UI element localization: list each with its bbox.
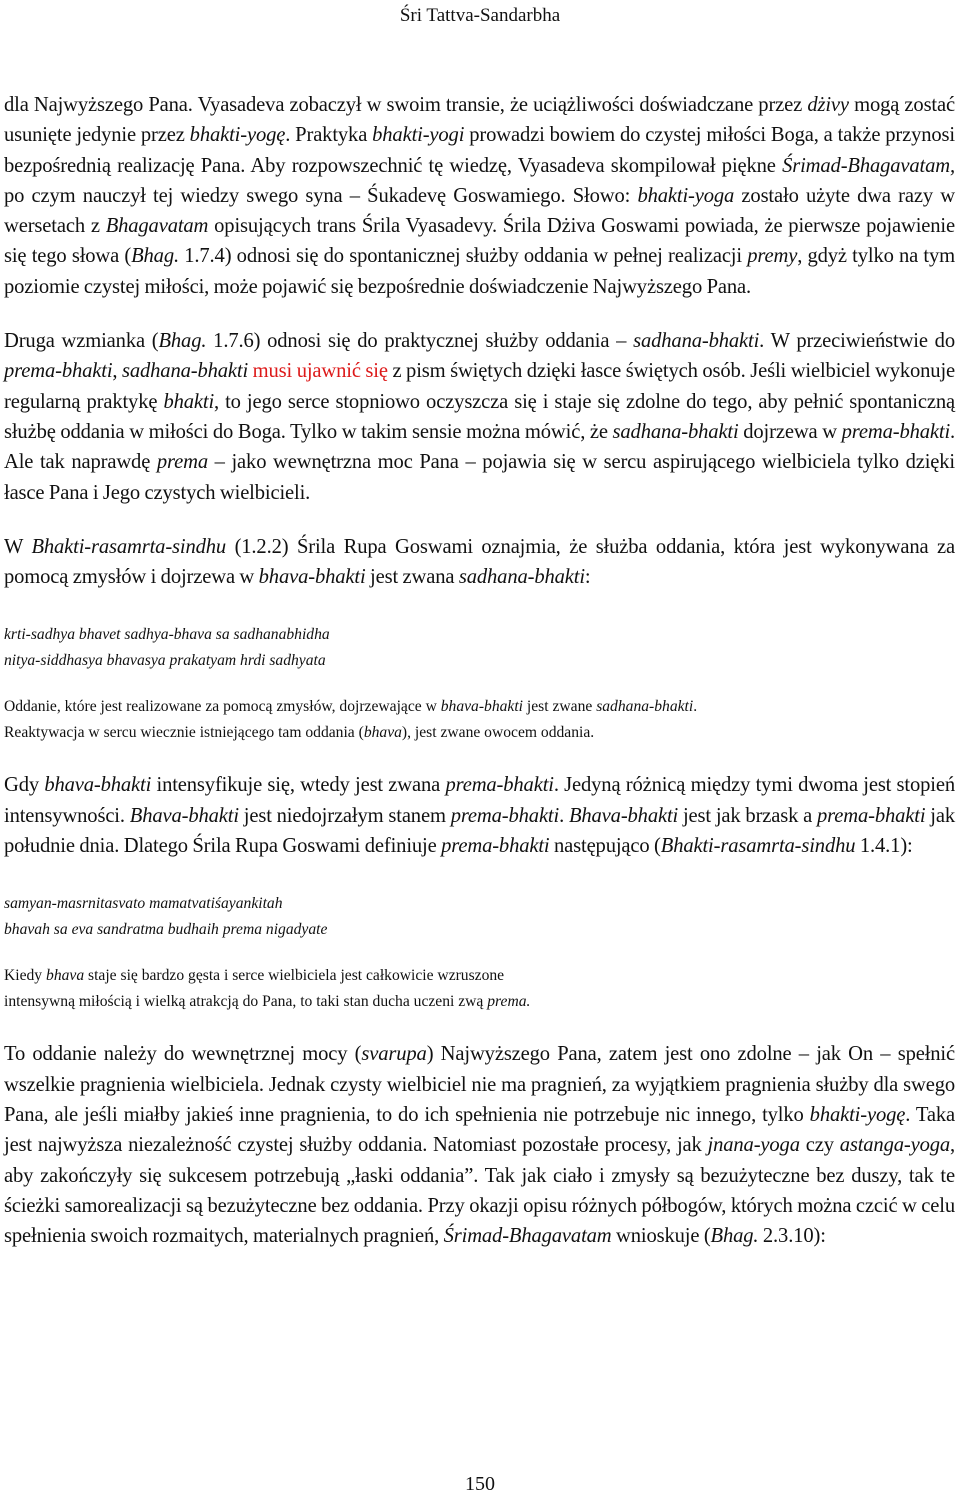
paragraph-2: Druga wzmianka (Bhag. 1.7.6) odnosi się do praktycznej służby oddania – sadhana-bhakti. W przeciwieństwie do prema-bhakti, sadhana-bhakti musi ujawnić się z pism świętych dzięki łasce świętych osób. Jeśli wielbiciel wykonuje regularną praktykę bhakti, to jego serce stopniowo oczyszcza się i staje się zdolne do tego, aby pełnić spontaniczną służbę oddania w miłości do Boga. Tylko w takim sensie można mówić, że sadhana-bhakti dojrzewa w prema-bhakti. Ale tak naprawdę prema – jako wewnętrzna moc Pana – pojawia się w sercu aspirującego wielbiciela tylko dzięki łasce Pana i Jego czystych wielbicieli. (4, 330, 956, 504)
translation-2: Kiedy bhava staje się bardzo gęsta i serce wielbiciela jest całkowicie wzruszone intensywną miłością i wielką atrakcją do Pana, to taki stan ducha uczeni zwą prema. (4, 967, 531, 1011)
running-header: Śri Tattva-Sandarbha (399, 5, 561, 26)
verse-line: nitya-siddhasya bhavasya prakatyam hrdi sadhyata (4, 652, 326, 670)
verse-line: samyan-masrnitasvato mamatvatiśayankitah (4, 895, 283, 913)
page-body (4, 90, 955, 1251)
verse-1 (4, 622, 955, 674)
highlighted-phrase: musi ujawnić się (252, 360, 388, 383)
verse-line: bhavah sa eva sandratma budhaih prema nigadyate (4, 921, 328, 939)
page-number: 150 (465, 1473, 495, 1495)
paragraph-1: dla Najwyższego Pana. Vyasadeva zobaczył w swoim transie, że uciążliwości doświadczane przez dżivy mogą zostać usunięte jedynie przez bhakti-yogę. Praktyka bhakti-yogi prowadzi bowiem do czystej miłości Boga, a także przynosi bezpośrednią realizację Pana. Aby rozpowszechnić tę wiedzę, Vyasadeva skompilował piękne Śrimad-Bhagavatam, po czym nauczył tej wiedzy swego syna – Śukadevę Goswamiego. Słowo: bhakti-yoga zostało użyte dwa razy w wersetach z Bhagavatam opisujących trans Śrila Vyasadevy. Śrila Dżiva Goswami powiada, że pierwsze pojawienie się tego słowa (Bhag. 1.7.4) odnosi się do spontanicznej służby oddania w pełnej realizacji premy, gdyż tylko na tym poziomie czystej miłości, może pojawić się bezpośrednie doświadczenie Najwyższego Pana. (4, 94, 956, 298)
paragraph-5: To oddanie należy do wewnętrznej mocy (svarupa) Najwyższego Pana, zatem jest ono zdolne – jak On – spełnić wszelkie pragnienia wielbiciela. Jednak czysty wielbiciel nie ma pragnień, za wyjątkiem pragnienia służby dla swego Pana, ale jeśli miałby jakieś inne pragnienia, to do ich spełnienia nie potrzebuje nic innego, tylko bhakti-yogę. Taka jest najwyższa niezależność czystej służby oddania. Natomiast pozostałe procesy, jak jnana-yoga czy astanga-yoga, aby zakończyły się sukcesem potrzebują „łaski oddania”. Tak jak ciało i zmysły są bezużyteczne bez duszy, tak te ścieżki samorealizacji są bezużyteczne bez oddania. Przy okazji opisu różnych półbogów, których można czcić w celu spełnienia swoich rozmaitych, materialnych pragnień, Śrimad-Bhagavatam wnioskuje (Bhag. 2.3.10): (4, 1043, 956, 1248)
verse-2 (4, 891, 955, 943)
verse-line: krti-sadhya bhavet sadhya-bhava sa sadhanabhidha (4, 626, 330, 644)
paragraph-3: W Bhakti-rasamrta-sindhu (1.2.2) Śrila Rupa Goswami oznajmia, że służba oddania, która jest wykonywana za pomocą zmysłów i dojrzewa w bhava-bhakti jest zwana sadhana-bhakti: (4, 535, 955, 589)
paragraph-4: Gdy bhava-bhakti intensyfikuje się, wtedy jest zwana prema-bhakti. Jedyną różnicą między tymi dwoma jest stopień intensywności. Bhava-bhakti jest niedojrzałym stanem prema-bhakti. Bhava-bhakti jest jak brzask a prema-bhakti jak południe dnia. Dlatego Śrila Rupa Goswami definiuje prema-bhakti następująco (Bhakti-rasamrta-sindhu 1.4.1): (4, 774, 955, 858)
translation-1: Oddanie, które jest realizowane za pomocą zmysłów, dojrzewające w bhava-bhakti jest zwane sadhana-bhakti. Reaktywacja w sercu wiecznie istniejącego tam oddania (bhava), jest zwane owocem oddania. (4, 698, 698, 742)
